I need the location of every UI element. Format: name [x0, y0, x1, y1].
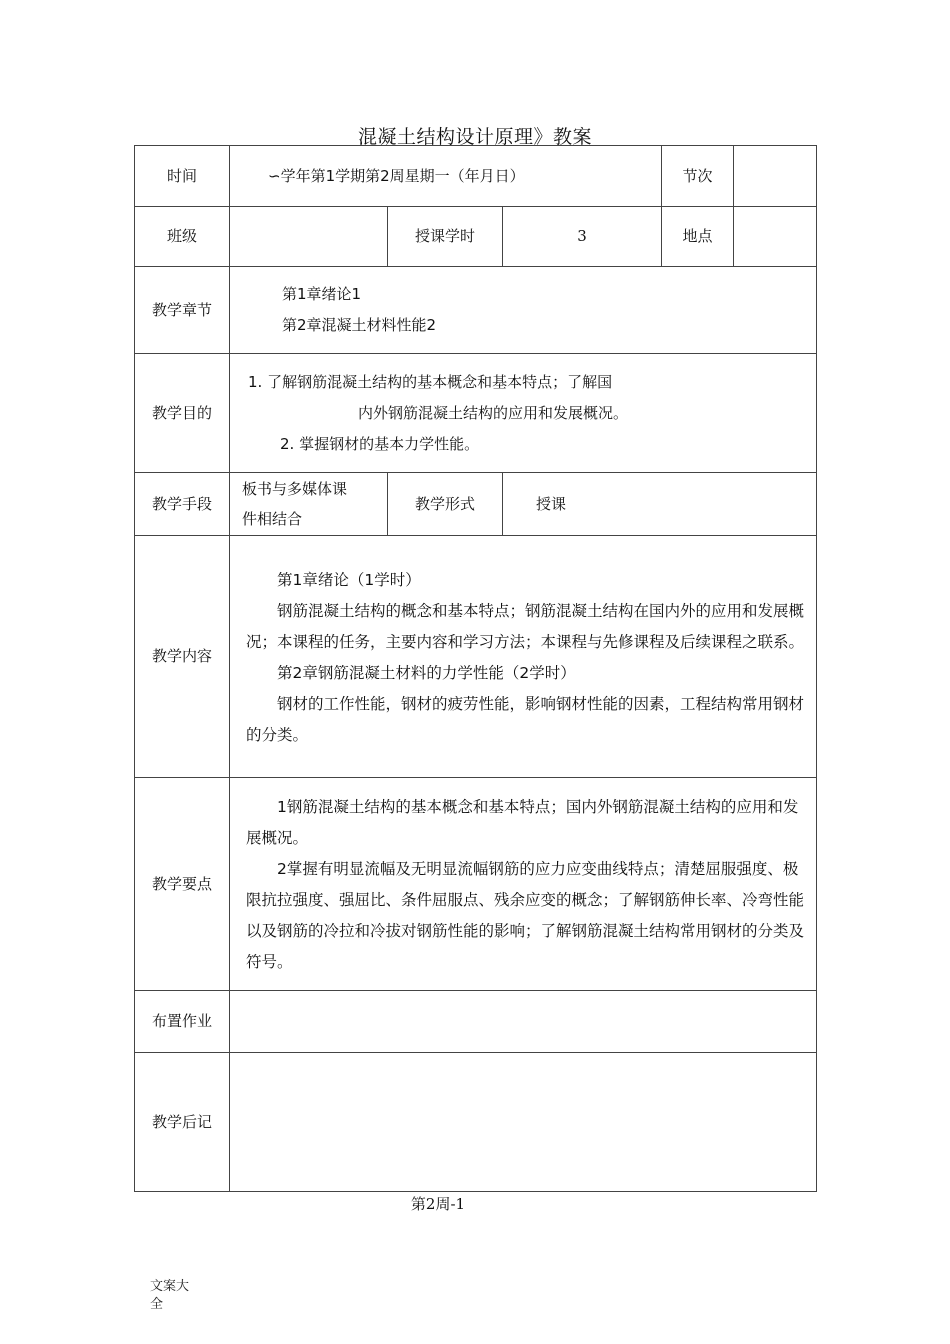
chapter-line: 第1章绪论1: [282, 285, 362, 303]
method-label: 教学手段: [135, 473, 230, 536]
section-value: [734, 146, 817, 207]
page-number: 第2周-1: [410, 1195, 466, 1213]
watermark-text: 文案大全: [150, 1279, 190, 1312]
method-value: [230, 473, 388, 536]
homework-value: [230, 991, 817, 1053]
content-paragraph: 第1章绪论（1学时）: [277, 570, 421, 589]
goal-label: 教学目的: [135, 354, 230, 473]
form-value: 授课: [503, 473, 817, 536]
points-paragraph: 2掌握有明显流幅及无明显流幅钢筋的应力应变曲线特点；清楚屈服强度、极限抗拉强度、强屈比、条件屈服点、残余应变的概念；了解钢筋伸长率、冷弯性能以及钢筋的冷拉和冷拔对钢筋性能的影响；了解钢筋混凝土结构常用钢材的分类及符号。: [246, 860, 805, 971]
hours-value: 3: [503, 207, 662, 267]
row-goal: [135, 354, 817, 473]
form-label: 教学形式: [388, 473, 503, 536]
chapter-line: 第2章混凝土材料性能2: [282, 316, 437, 334]
class-value: [230, 207, 388, 267]
content-value: [230, 536, 817, 778]
row-homework: [135, 991, 817, 1053]
points-value: [230, 778, 817, 991]
section-label: 节次: [662, 146, 734, 207]
row-notes: [135, 1053, 817, 1192]
chapter-value: [230, 267, 817, 354]
place-value: [734, 207, 817, 267]
chapter-label: 教学章节: [135, 267, 230, 354]
content-paragraph: 第2章钢筋混凝土材料的力学性能（2学时）: [277, 663, 576, 682]
method-line: 板书与多媒体课: [242, 480, 348, 498]
place-label: 地点: [662, 207, 734, 267]
row-class: [135, 207, 817, 267]
row-content: [135, 536, 817, 778]
row-time: [135, 146, 817, 207]
time-value: ∽学年第1学期第2周星期一（年月日）: [230, 146, 662, 207]
row-method: [135, 473, 817, 536]
goal-line: 1. 了解钢筋混凝土结构的基本概念和基本特点；了解国: [248, 372, 613, 391]
row-points: [135, 778, 817, 991]
content-label: 教学内容: [135, 536, 230, 778]
notes-label: 教学后记: [135, 1053, 230, 1192]
goal-line: 2. 掌握钢材的基本力学性能。: [280, 434, 480, 453]
lesson-plan-table: [134, 145, 817, 1192]
class-label: 班级: [135, 207, 230, 267]
goal-line: 内外钢筋混凝土结构的应用和发展概况。: [358, 403, 629, 422]
notes-value: [230, 1053, 817, 1192]
content-paragraph: 钢材的工作性能，钢材的疲劳性能，影响钢材性能的因素，工程结构常用钢材的分类。: [246, 694, 805, 744]
time-label: 时间: [135, 146, 230, 207]
points-paragraph: 1钢筋混凝土结构的基本概念和基本特点；国内外钢筋混凝土结构的应用和发展概况。: [246, 798, 799, 847]
hours-label: 授课学时: [388, 207, 503, 267]
homework-label: 布置作业: [135, 991, 230, 1053]
document-title: 混凝土结构设计原理》教案: [357, 126, 592, 148]
goal-value: [230, 354, 817, 473]
row-chapter: [135, 267, 817, 354]
content-paragraph: 钢筋混凝土结构的概念和基本特点；钢筋混凝土结构在国内外的应用和发展概况；本课程的任务，主要内容和学习方法；本课程与先修课程及后续课程之联系。: [246, 601, 805, 651]
method-line: 件相结合: [242, 510, 303, 528]
points-label: 教学要点: [135, 778, 230, 991]
